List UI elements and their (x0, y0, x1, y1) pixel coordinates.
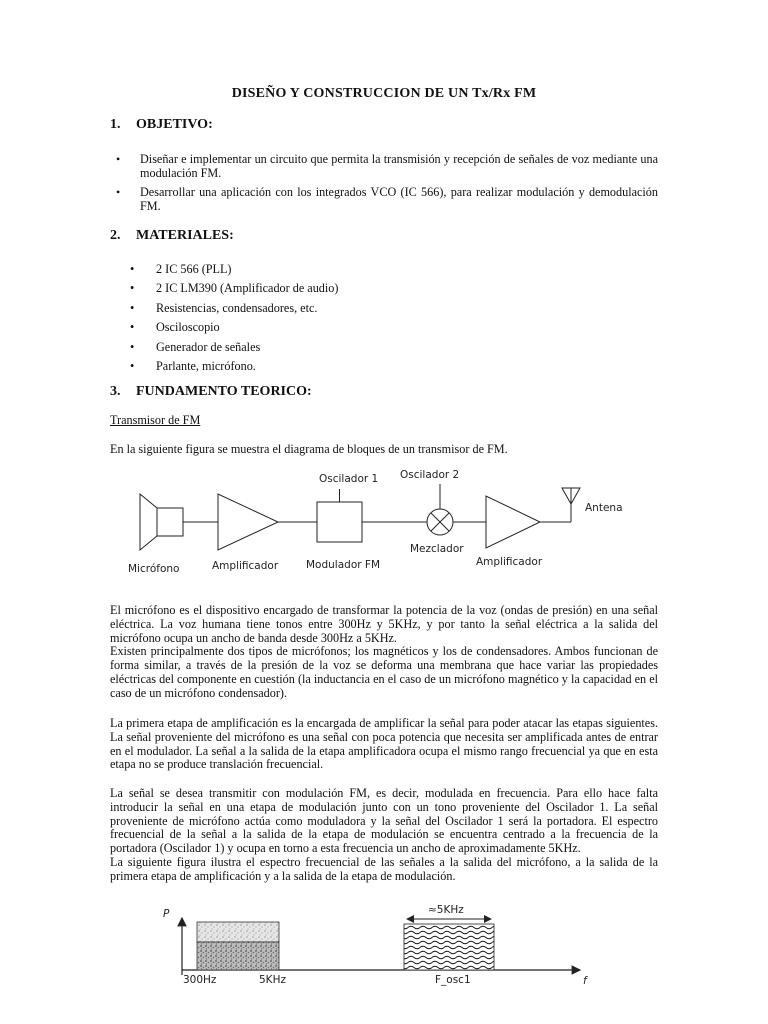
section-materiales-heading (110, 228, 234, 244)
bullet-icon: • (130, 300, 135, 315)
paragraph-microfono: El micrófono es el dispositivo encargado de transformar la potencia de la voz (ondas de presión) en una señal eléctrica. La voz humana tiene tonos entre 300Hz y 5KHz, y por tanto la señal eléctrica a la salida del micrófono ocupa un ancho de banda desde 300Hz a 5KHz. Existen principalmente dos tipos de micrófonos; los magnéticos y los de condensadores. Ambos funcionan de forma similar, a través de la presión de la voz se deforma una membrana que hace variar las propiedades eléctricas del componente en cuestión (la inductancia en el caso de un micrófono magnético y la capacidad en el caso de un micrófono condensador). (110, 603, 658, 700)
section-heading-text: FUNDAMENTO TEORICO: (136, 384, 312, 399)
section-fundamento-heading (110, 384, 312, 400)
modulator-block (317, 502, 362, 542)
intro-paragraph: En la siguiente figura se muestra el diagrama de bloques de un transmisor de FM. (110, 442, 508, 456)
list-item: • Desarrollar una aplicación con los integrados VCO (IC 566), para realizar modulación y demodulación FM. (116, 185, 658, 213)
label-p-axis: P (163, 908, 170, 920)
list-item: • Resistencias, condensadores, etc. (130, 300, 318, 315)
label-antena: Antena (585, 502, 623, 514)
label-mezclador: Mezclador (410, 543, 464, 555)
label-5khz: 5KHz (259, 974, 286, 986)
list-item: • Diseñar e implementar un circuito que permita la transmisión y recepción de señales de voz mediante una modulación FM. (116, 152, 658, 180)
amplifier-1-symbol (218, 494, 278, 550)
list-item: • Parlante, micrófono. (130, 358, 256, 373)
bullet-icon: • (130, 262, 135, 276)
section-objetivo-heading (110, 117, 213, 133)
section-number: 1. (110, 117, 121, 132)
section-heading-text: OBJETIVO: (136, 117, 213, 132)
label-oscilador-1: Oscilador 1 (319, 473, 379, 485)
microphone-icon (140, 494, 157, 550)
subheading-transmisor: Transmisor de FM (110, 413, 201, 427)
bullet-icon: • (130, 358, 135, 373)
bullet-icon: • (130, 320, 135, 335)
label-microfono: Micrófono (128, 563, 180, 575)
label-amplificador-1: Amplificador (212, 560, 279, 572)
microphone-body (157, 508, 183, 536)
baseband-top-band (197, 922, 279, 942)
label-bandwidth: ≈5KHz (428, 904, 464, 916)
objetivos-list (110, 152, 658, 218)
label-amplificador-2: Amplificador (476, 556, 543, 568)
spectrum-diagram (0, 900, 768, 1000)
list-item: • Osciloscopio (130, 320, 220, 335)
materiales-list (130, 262, 338, 378)
section-heading-text: MATERIALES: (136, 228, 234, 243)
list-item: • Generador de señales (130, 339, 261, 354)
section-number: 3. (110, 384, 121, 399)
modulated-band (404, 924, 494, 970)
bullet-icon: • (130, 339, 135, 354)
bullet-icon: • (116, 152, 121, 166)
block-diagram (0, 462, 768, 592)
amplifier-2-symbol (486, 496, 540, 548)
label-300hz: 300Hz (183, 974, 217, 986)
document-title: DISEÑO Y CONSTRUCCION DE UN Tx/Rx FM (231, 86, 537, 101)
label-fosc1: F_osc1 (435, 974, 471, 986)
bullet-icon: • (130, 281, 135, 296)
label-modulador: Modulador FM (306, 559, 380, 571)
label-f-axis: f (583, 975, 587, 987)
section-number: 2. (110, 228, 121, 243)
paragraph-amplificacion: La primera etapa de amplificación es la encargada de amplificar la señal para poder atacar las etapas siguientes. La señal proveniente del micrófono es una señal con poca potencia que necesita ser amplificada antes de entrar en el modulador. La señal a la salida de la etapa amplificadora ocupa el mismo rango frecuencial ya que en esta etapa no se produce translación frecuencial. (110, 716, 658, 772)
label-oscilador-2: Oscilador 2 (400, 469, 460, 481)
baseband-bottom-band (197, 942, 279, 970)
bullet-icon: • (116, 185, 121, 199)
paragraph-modulacion: La señal se desea transmitir con modulación FM, es decir, modulada en frecuencia. Para ello hace falta introducir la señal en una etapa de modulación junto con un tono proveniente del Oscilador 1. La señal proveniente de micrófono actúa como moduladora y la señal del Oscilador 1 será la portadora. El espectro frecuencial de la señal a la salida de la etapa de modulación se encuentra centrado a la frecuencia de la portadora (Oscilador 1) y ocupa en torno a esta frecuencia un ancho de aproximadamente 5KHz. La siguiente figura ilustra el espectro frecuencial de las señales a la salida del micrófono, a la salida de la primera etapa de amplificación y a la salida de la etapa de modulación. (110, 786, 658, 883)
list-item: • 2 IC LM390 (Amplificador de audio) (130, 281, 339, 296)
list-item: • 2 IC 566 (PLL) (130, 262, 232, 276)
